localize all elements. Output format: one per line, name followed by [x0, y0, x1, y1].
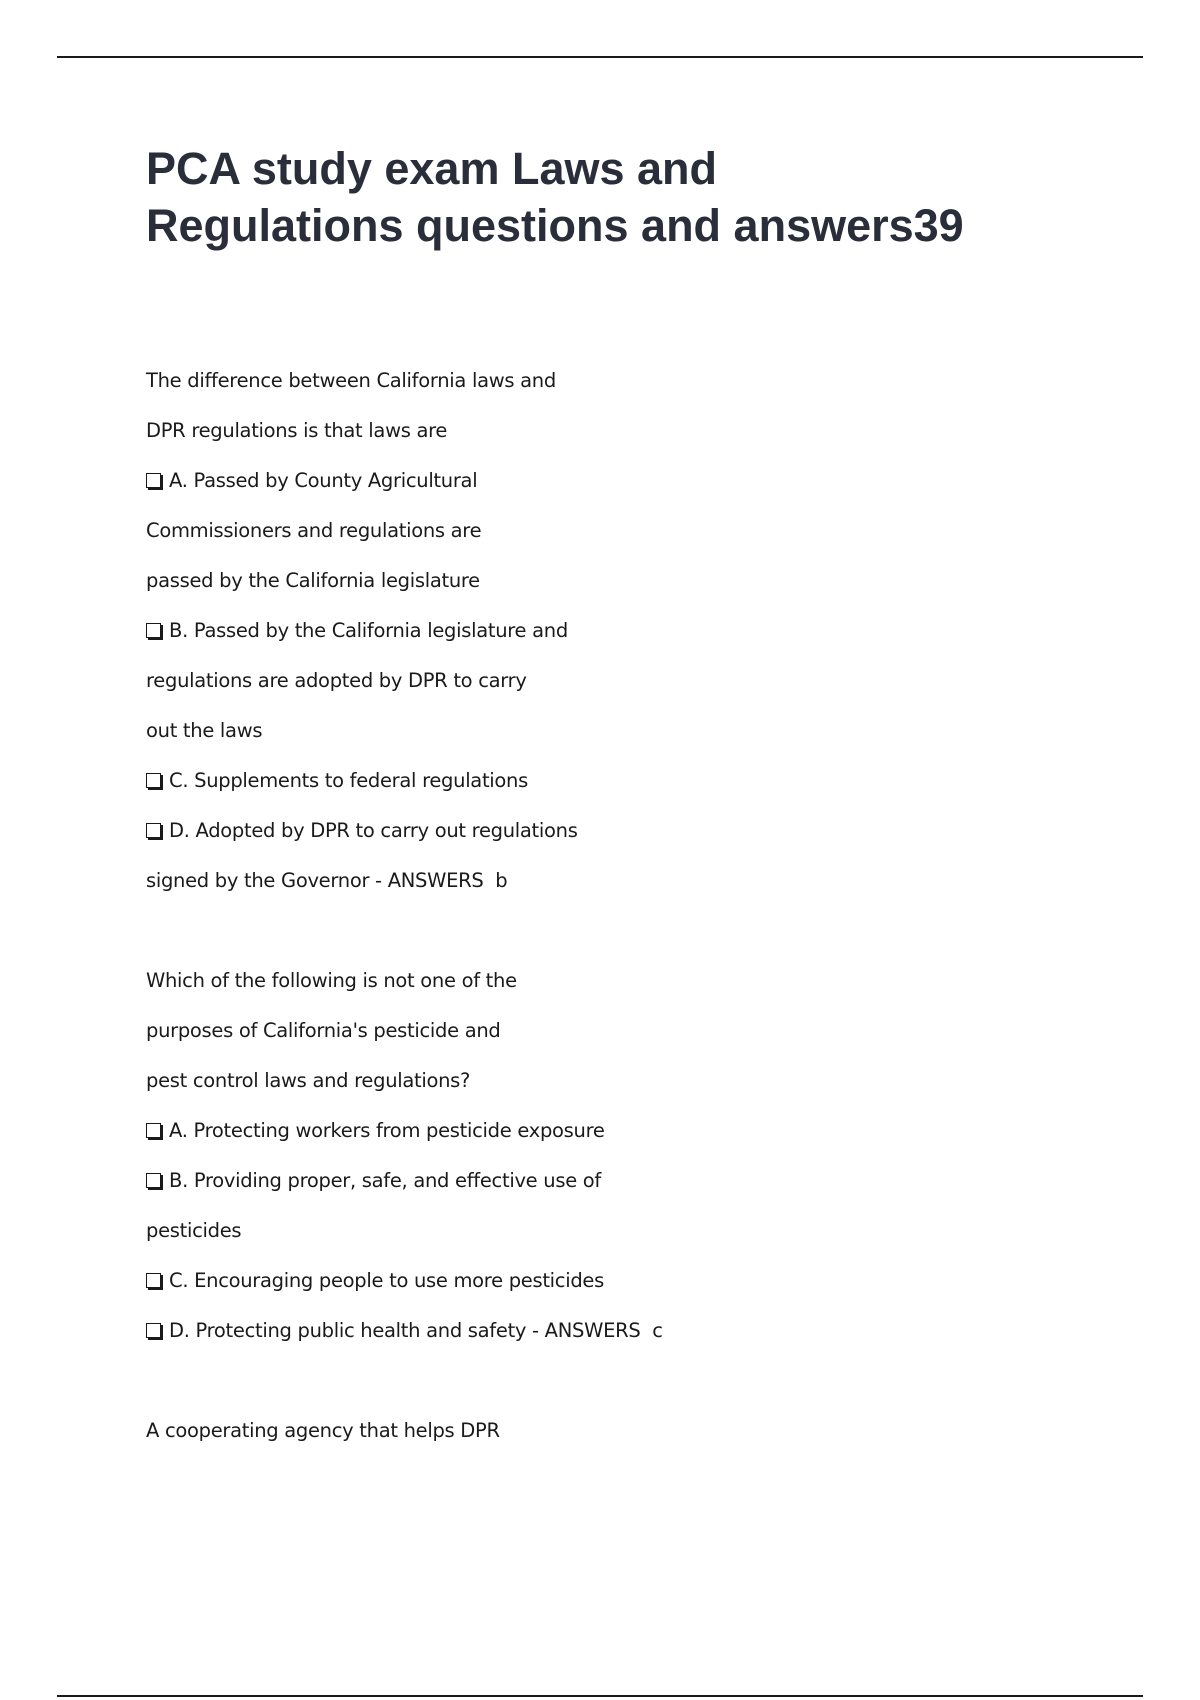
question-block	[146, 1406, 946, 1456]
question-spacer	[146, 1356, 946, 1406]
question-text-line	[146, 956, 946, 1006]
bottom-rule	[57, 1695, 1143, 1697]
line-text: A. Passed by County Agricultural	[169, 469, 478, 492]
answer-option-line	[146, 1156, 946, 1206]
line-text: The difference between California laws and	[146, 369, 556, 392]
line-text: regulations are adopted by DPR to carry	[146, 669, 527, 692]
title-line-1: PCA study exam Laws and	[146, 143, 718, 194]
question-text-line	[146, 556, 946, 606]
answer-option-line	[146, 456, 946, 506]
line-text: out the laws	[146, 719, 263, 742]
line-text: B. Providing proper, safe, and effective use of	[169, 1169, 601, 1192]
answer-option-line	[146, 756, 946, 806]
question-text-line	[146, 1206, 946, 1256]
document-title	[146, 140, 1106, 254]
checkbox-icon	[146, 1323, 161, 1338]
checkbox-icon	[146, 1123, 161, 1138]
question-block	[146, 356, 946, 906]
question-spacer	[146, 906, 946, 956]
line-text: C. Encouraging people to use more pesticides	[169, 1269, 604, 1292]
question-text-line	[146, 406, 946, 456]
line-text: Commissioners and regulations are	[146, 519, 482, 542]
question-text-line	[146, 1006, 946, 1056]
line-text: DPR regulations is that laws are	[146, 419, 448, 442]
answer-option-line	[146, 1256, 946, 1306]
line-text: purposes of California's pesticide and	[146, 1019, 501, 1042]
line-text: D. Protecting public health and safety - ANSWERS c	[169, 1319, 663, 1342]
line-text: signed by the Governor - ANSWERS b	[146, 869, 508, 892]
checkbox-icon	[146, 623, 161, 638]
question-text-line	[146, 656, 946, 706]
line-text: passed by the California legislature	[146, 569, 480, 592]
line-text: D. Adopted by DPR to carry out regulations	[169, 819, 578, 842]
question-text-line	[146, 506, 946, 556]
line-text: A. Protecting workers from pesticide exposure	[169, 1119, 605, 1142]
question-text-line	[146, 356, 946, 406]
answer-option-line	[146, 806, 946, 856]
checkbox-icon	[146, 1273, 161, 1288]
line-text: B. Passed by the California legislature and	[169, 619, 568, 642]
questions-body	[146, 356, 946, 1456]
checkbox-icon	[146, 473, 161, 488]
answer-option-line	[146, 1106, 946, 1156]
checkbox-icon	[146, 773, 161, 788]
line-text: pesticides	[146, 1219, 242, 1242]
line-text: A cooperating agency that helps DPR	[146, 1419, 500, 1442]
line-text: pest control laws and regulations?	[146, 1069, 471, 1092]
question-text-line	[146, 1056, 946, 1106]
answer-option-line	[146, 606, 946, 656]
question-text-line	[146, 856, 946, 906]
line-text: C. Supplements to federal regulations	[169, 769, 528, 792]
checkbox-icon	[146, 823, 161, 838]
answer-option-line	[146, 1306, 946, 1356]
question-text-line	[146, 706, 946, 756]
question-block	[146, 956, 946, 1356]
title-line-2: Regulations questions and answers39	[146, 200, 964, 251]
line-text: Which of the following is not one of the	[146, 969, 517, 992]
checkbox-icon	[146, 1173, 161, 1188]
top-rule	[57, 56, 1143, 58]
question-text-line	[146, 1406, 946, 1456]
